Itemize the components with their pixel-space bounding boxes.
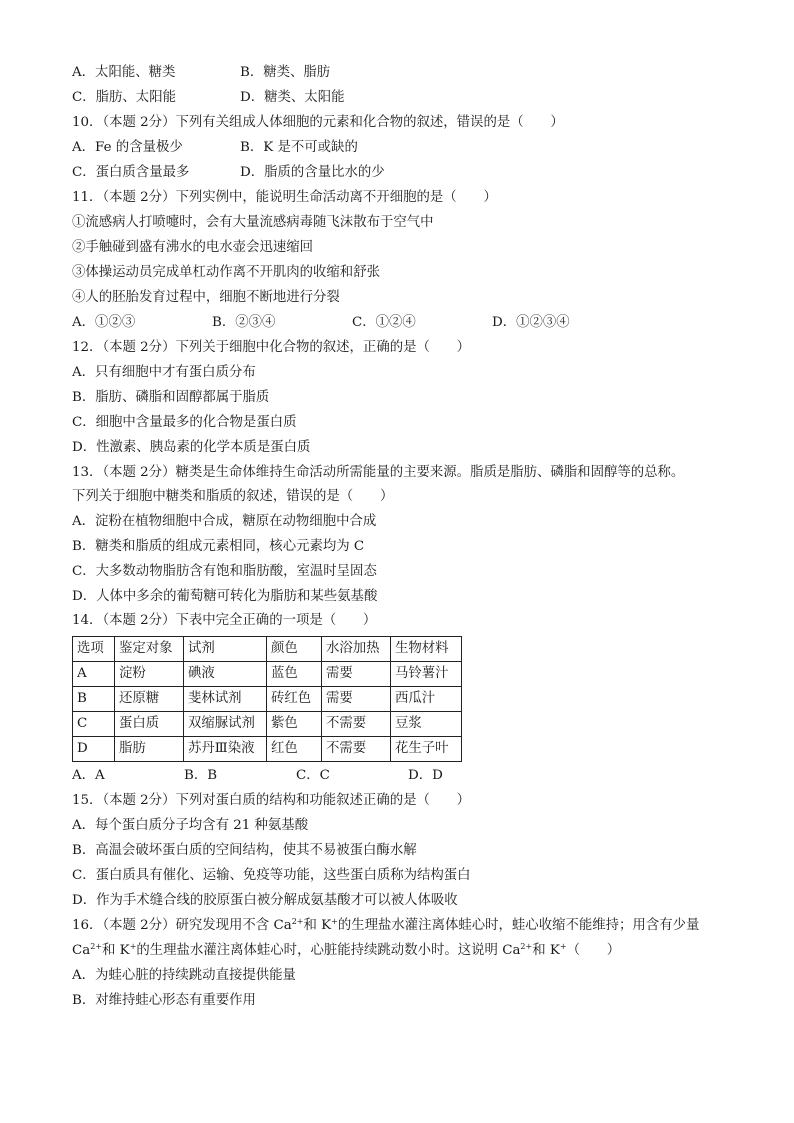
q11-stem: 11．（本题 2分）下列实例中，能说明生命活动离不开细胞的是（ ） [72,190,497,205]
q12-option-c: C．细胞中含量最多的化合物是蛋白质 [72,415,297,430]
q10-option-a: A．Fe 的含量极少 [72,140,183,155]
q15-stem: 15．（本题 2分）下列对蛋白质的结构和功能叙述正确的是（ ） [72,793,471,808]
table-cell: 脂肪 [115,737,184,762]
table-cell: 斐林试剂 [184,687,267,712]
q16-stem-line1 [72,917,699,935]
table-header: 颜色 [267,637,322,662]
q14-option-b: B．B [184,768,218,783]
table-cell: 双缩脲试剂 [184,712,267,737]
table-cell: 需要 [322,662,391,687]
table-header: 生物材料 [391,637,462,662]
q16-text: 16．（本题 2分）研究发现用不含 Ca [72,918,292,933]
table-cell: 蛋白质 [115,712,184,737]
table-cell: 还原糖 [115,687,184,712]
q12-stem: 12．（本题 2分）下列关于细胞中化合物的叙述，正确的是（ ） [72,340,471,355]
q10-option-b: B．K 是不可或缺的 [240,140,358,155]
ion-charge: + [331,917,338,926]
q11-statement-1: ①流感病人打喷嚏时，会有大量流感病毒随飞沫散布于空气中 [72,215,434,230]
q9-option-d: D．糖类、太阳能 [240,90,345,105]
q13-option-c: C．大多数动物脂肪含有饱和脂肪酸，室温时呈固态 [72,564,377,579]
q16-text: Ca [72,943,91,958]
ion-charge: + [559,942,567,951]
q10-stem: 10．（本题 2分）下列有关组成人体细胞的元素和化合物的叙述，错误的是（ ） [72,115,564,130]
q12-option-a: A．只有细胞中才有蛋白质分布 [72,365,256,380]
q11-statement-2: ②手触碰到盛有沸水的电水壶会迅速缩回 [72,240,314,255]
table-cell: 不需要 [322,737,391,762]
q15-option-a: A．每个蛋白质分子均含有 21 种氨基酸 [72,818,309,833]
q16-option-a: A．为蛙心脏的持续跳动直接提供能量 [72,968,296,983]
q14-option-c: C．C [296,768,330,783]
table-cell: 红色 [267,737,322,762]
table-cell: 砖红色 [267,687,322,712]
table-cell: 需要 [322,687,391,712]
q13-option-d: D．人体中多余的葡萄糖可转化为脂肪和某些氨基酸 [72,589,378,604]
table-header: 选项 [73,637,115,662]
table-row [73,712,462,737]
ion-charge: + [129,942,137,951]
q9-option-b: B．糖类、脂肪 [240,65,331,80]
q9-option-c: C．脂肪、太阳能 [72,90,176,105]
q14-table [72,636,462,762]
table-cell: 豆浆 [391,712,462,737]
ion-charge: 2+ [520,942,533,951]
q11-statement-4: ④人的胚胎发育过程中，细胞不断地进行分裂 [72,290,340,305]
q16-text: （ ） [566,943,621,958]
table-cell: A [73,662,115,687]
table-cell: D [73,737,115,762]
q11-option-c: C．①②④ [352,315,416,330]
table-header: 水浴加热 [322,637,391,662]
q15-option-b: B．高温会破坏蛋白质的空间结构，使其不易被蛋白酶水解 [72,843,417,858]
table-cell: 蓝色 [267,662,322,687]
table-cell: 西瓜汁 [391,687,462,712]
table-cell: B [73,687,115,712]
q11-statement-3: ③体操运动员完成单杠动作离不开肌肉的收缩和舒张 [72,265,380,280]
table-header: 试剂 [184,637,267,662]
q16-text: 的生理盐水灌注离体蛙心时，心脏能持续跳动数小时。这说明 Ca [136,943,521,958]
q10-option-d: D．脂质的含量比水的少 [240,165,385,180]
table-cell: C [73,712,115,737]
ion-charge: 2+ [90,942,103,951]
q16-stem-line2 [72,942,620,960]
q11-option-a: A．①②③ [72,315,136,330]
table-cell: 苏丹Ⅲ染液 [184,737,267,762]
q14-option-d: D．D [408,768,443,783]
q16-option-b: B．对维持蛙心形态有重要作用 [72,993,256,1008]
q15-option-d: D．作为手术缝合线的胶原蛋白被分解成氨基酸才可以被人体吸收 [72,893,458,908]
table-cell: 紫色 [267,712,322,737]
table-row [73,737,462,762]
q13-stem-line2: 下列关于细胞中糖类和脂质的叙述，错误的是（ ） [72,489,394,504]
q10-option-c: C．蛋白质含量最多 [72,165,190,180]
q12-option-b: B．脂肪、磷脂和固醇都属于脂质 [72,390,270,405]
q11-option-d: D．①②③④ [492,315,570,330]
table-cell: 碘液 [184,662,267,687]
table-header: 鉴定对象 [115,637,184,662]
table-cell: 不需要 [322,712,391,737]
q15-option-c: C．蛋白质具有催化、运输、免疫等功能，这些蛋白质称为结构蛋白 [72,868,471,883]
table-header-row [73,637,462,662]
ion-charge: 2+ [291,917,304,926]
q16-text: 的生理盐水灌注离体蛙心时，蛙心收缩不能维持；用含有少量 [337,918,700,933]
q12-option-d: D．性激素、胰岛素的化学本质是蛋白质 [72,440,311,455]
table-cell: 马铃薯汁 [391,662,462,687]
q13-option-a: A．淀粉在植物细胞中合成，糖原在动物细胞中合成 [72,514,377,529]
q9-option-a: A．太阳能、糖类 [72,65,176,80]
q14-stem: 14．（本题 2分）下表中完全正确的一项是（ ） [72,613,377,628]
table-cell: 淀粉 [115,662,184,687]
table-row [73,687,462,712]
q14-option-a: A．A [72,768,105,783]
q13-option-b: B．糖类和脂质的组成元素相同，核心元素均为 C [72,539,365,554]
q11-option-b: B．②③④ [212,315,276,330]
table-cell: 花生子叶 [391,737,462,762]
q16-text: 和 K [303,918,332,933]
q16-text: 和 K [532,943,560,958]
q16-text: 和 K [102,943,130,958]
q13-stem-line1: 13．（本题 2分）糖类是生命体维持生命活动所需能量的主要来源。脂质是脂肪、磷脂和固醇等的总称。 [72,465,685,480]
table-row [73,662,462,687]
